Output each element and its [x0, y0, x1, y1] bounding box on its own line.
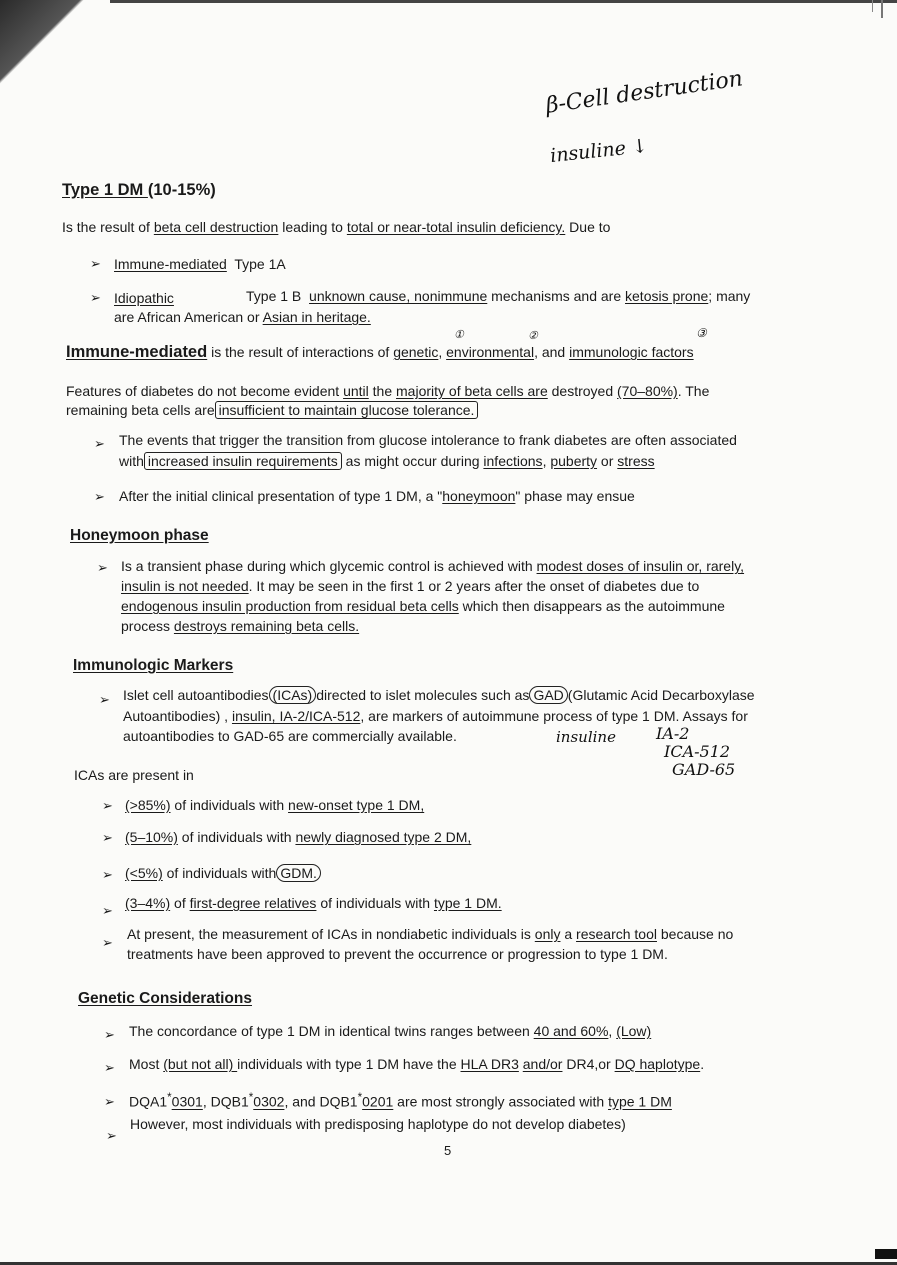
- bullet-arrow-icon: ➢: [102, 935, 113, 950]
- list-item: (5–10%) of individuals with newly diagnosed type 2 DM,: [125, 829, 472, 845]
- list-item: DQA1*0301, DQB1*0302, and DQB1*0201 are most strongly associated with type 1 DM: [129, 1091, 672, 1110]
- list-item-text: autoantibodies to GAD-65 are commercially available.: [123, 728, 457, 744]
- handwritten-note: insuline: [556, 728, 616, 746]
- list-item: After the initial clinical presentation of type 1 DM, a "honeymoon" phase may ensue: [119, 488, 635, 504]
- handwritten-note: β-Cell destruction: [544, 66, 745, 119]
- bullet-arrow-icon: ➢: [97, 560, 108, 575]
- section-heading-honeymoon: Honeymoon phase: [70, 527, 209, 544]
- bullet-arrow-icon: ➢: [104, 1094, 115, 1109]
- list-item: The concordance of type 1 DM in identical twins ranges between 40 and 60%, (Low): [129, 1023, 652, 1039]
- top-scan-edge: [110, 0, 897, 3]
- bullet-arrow-icon: ➢: [104, 1027, 115, 1042]
- bullet-arrow-icon: ➢: [106, 1128, 117, 1143]
- list-item: However, most individuals with predisposing haplotype do not develop diabetes): [130, 1116, 626, 1132]
- section-heading-genetic: Genetic Considerations: [78, 990, 252, 1007]
- list-item: Immune-mediated Type 1A: [114, 256, 286, 272]
- bullet-arrow-icon: ➢: [102, 798, 113, 813]
- list-item-text: Autoantibodies) , insulin, IA-2/ICA-512, are markers of autoimmune process of type 1 DM. Assays for: [123, 708, 748, 724]
- list-item: (<5%) of individuals with GDM.: [125, 864, 321, 883]
- page-fold-shadow: [0, 0, 115, 95]
- list-item: Is a transient phase during which glycemic control is achieved with modest doses of insulin or, rarely,: [121, 558, 745, 574]
- list-item-text: endogenous insulin production from residual beta cells which then disappears as the autoimmune: [121, 598, 725, 614]
- bullet-arrow-icon: ➢: [90, 290, 101, 305]
- list-item: The events that trigger the transition from glucose intolerance to frank diabetes are often associated: [119, 432, 737, 448]
- list-item-text: insulin is not needed. It may be seen in the first 1 or 2 years after the onset of diabetes due to: [121, 578, 700, 594]
- list-item: Islet cell autoantibodies (ICAs) directed to islet molecules such as GAD (Glutamic Acid Decarboxylase: [123, 687, 755, 703]
- bullet-arrow-icon: ➢: [102, 867, 113, 882]
- bullet-arrow-icon: ➢: [94, 489, 105, 504]
- section-heading-type1: Type 1 DM (10-15%): [62, 181, 216, 199]
- handwritten-note: insuline ↓: [549, 134, 649, 168]
- list-item: At present, the measurement of ICAs in nondiabetic individuals is only a research tool because no: [127, 926, 734, 942]
- list-item: Most (but not all) individuals with type 1 DM have the HLA DR3 and/or DR4,or DQ haplotype.: [129, 1056, 705, 1072]
- paragraph: Features of diabetes do not become evident until the majority of beta cells are destroyed (70–80%). The: [66, 383, 710, 399]
- paragraph: remaining beta cells are insufficient to maintain glucose tolerance.: [66, 401, 478, 420]
- handwritten-number: ③: [696, 326, 707, 340]
- bullet-arrow-icon: ➢: [102, 903, 113, 918]
- paragraph: Is the result of beta cell destruction leading to total or near-total insulin deficiency. Due to: [62, 219, 611, 235]
- handwritten-note: ICA-512: [664, 742, 731, 761]
- handwritten-number: ①: [454, 328, 464, 341]
- list-item: Idiopathic: [114, 290, 174, 306]
- bullet-arrow-icon: ➢: [94, 436, 105, 451]
- section-heading-immunologic: Immunologic Markers: [73, 657, 234, 674]
- list-item-text: are African American or Asian in heritage.: [114, 309, 371, 325]
- bullet-arrow-icon: ➢: [90, 256, 101, 271]
- handwritten-note: GAD-65: [672, 760, 736, 779]
- list-item-text: treatments have been approved to prevent the occurrence or progression to type 1 DM.: [127, 946, 668, 962]
- list-item-text: process destroys remaining beta cells.: [121, 618, 360, 634]
- list-item: (3–4%) of first-degree relatives of individuals with type 1 DM.: [125, 895, 502, 911]
- handwritten-number: ②: [528, 329, 538, 342]
- edge-mark: [872, 0, 873, 12]
- bullet-arrow-icon: ➢: [99, 692, 110, 707]
- paragraph: ICAs are present in: [74, 767, 194, 783]
- list-item-text: with increased insulin requirements as might occur during infections, puberty or stress: [119, 453, 655, 469]
- edge-mark: [881, 0, 883, 18]
- bottom-edge-mark: [875, 1249, 897, 1259]
- section-heading-immune: Immune-mediated is the result of interactions of genetic, environmental, and immunologic factors: [66, 343, 694, 361]
- bullet-arrow-icon: ➢: [104, 1060, 115, 1075]
- bullet-arrow-icon: ➢: [102, 830, 113, 845]
- page-number: 5: [444, 1143, 452, 1158]
- handwritten-note: IA-2: [656, 724, 690, 743]
- list-item-text: Type 1 B unknown cause, nonimmune mechanisms and are ketosis prone; many: [246, 288, 751, 304]
- list-item: (>85%) of individuals with new-onset type 1 DM,: [125, 797, 425, 813]
